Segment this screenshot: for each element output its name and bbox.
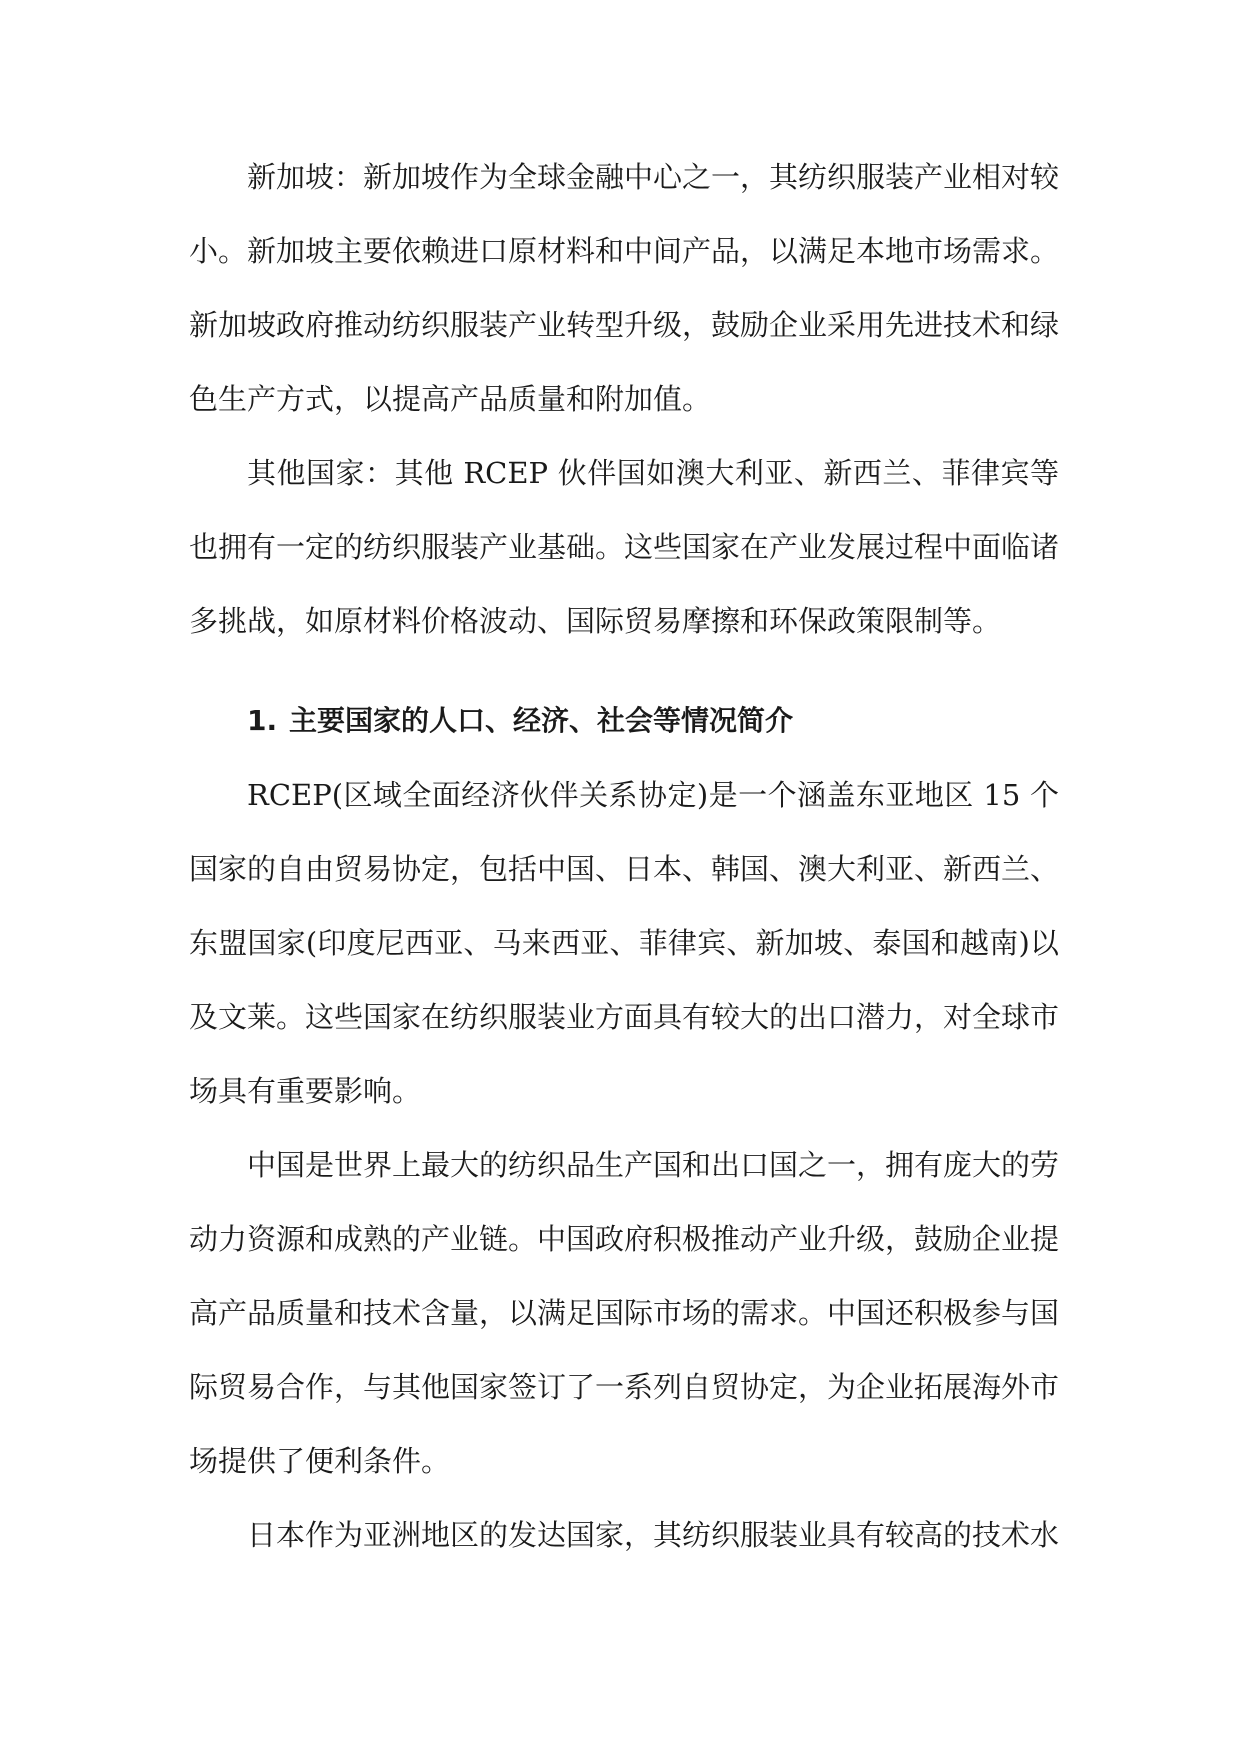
section-heading-text: 主要国家的人口、经济、社会等情况简介	[289, 704, 794, 737]
paragraph-china: 中国是世界上最大的纺织品生产国和出口国之一，拥有庞大的劳动力资源和成熟的产业链。中国政府积极推动产业升级，鼓励企业提高产品质量和技术含量，以满足国际市场的需求。中国还积极参与国际贸易合作，与其他国家签订了一系列自贸协定，为企业拓展海外市场提供了便利条件。	[189, 1148, 1060, 1478]
paragraph-rcep-overview: RCEP(区域全面经济伙伴关系协定)是一个涵盖东亚地区 15 个国家的自由贸易协定，包括中国、日本、韩国、澳大利亚、新西兰、东盟国家(印度尼西亚、马来西亚、菲律宾、新加坡、泰国和越南)以及文莱。这些国家在纺织服装业方面具有较大的出口潜力，对全球市场具有重要影响。	[189, 778, 1060, 1108]
section-heading	[189, 684, 1059, 758]
paragraph-singapore: 新加坡：新加坡作为全球金融中心之一，其纺织服装产业相对较小。新加坡主要依赖进口原材料和中间产品，以满足本地市场需求。新加坡政府推动纺织服装产业转型升级，鼓励企业采用先进技术和绿色生产方式，以提高产品质量和附加值。	[189, 160, 1060, 416]
paragraph-other-countries: 其他国家：其他 RCEP 伙伴国如澳大利亚、新西兰、菲律宾等也拥有一定的纺织服装产业基础。这些国家在产业发展过程中面临诸多挑战，如原材料价格波动、国际贸易摩擦和环保政策限制等。	[189, 456, 1060, 638]
paragraph-japan: 日本作为亚洲地区的发达国家，其纺织服装业具有较高的技术水	[247, 1518, 1060, 1552]
section-heading-number: 1.	[247, 704, 278, 737]
document-body	[189, 140, 1059, 1572]
